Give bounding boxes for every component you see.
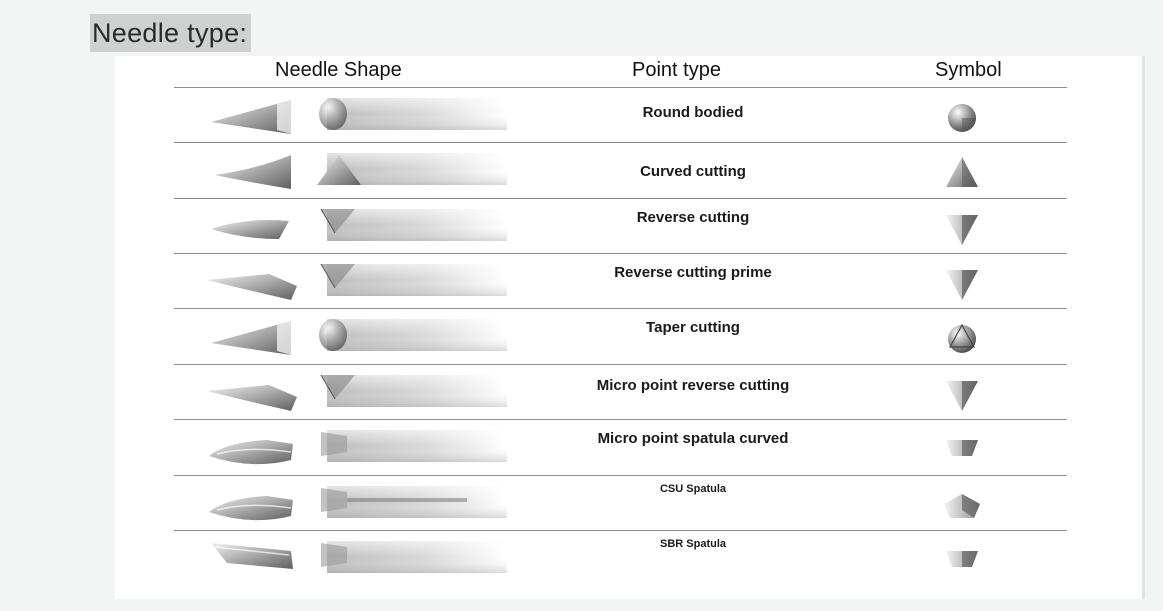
table-row [115,365,1142,421]
needle-type-figure [115,56,1145,599]
column-header-symbol: Symbol [935,59,1002,81]
needle-body-view-icon [317,369,507,413]
point-type-label: CSU Spatula [659,483,726,495]
column-header-point-type: Point type [632,59,721,81]
point-type-label: Round bodied [642,104,744,121]
needle-body-view-icon [317,535,507,579]
point-symbol-icon [941,319,983,359]
point-symbol-icon [941,264,983,304]
row-divider [174,198,1067,199]
point-type-label: Micro point spatula curved [597,430,789,447]
point-symbol-icon [941,153,983,193]
needle-side-view-icon [207,94,303,140]
point-symbol-icon [941,486,983,526]
needle-body-view-icon [317,313,507,357]
point-type-label: Reverse cutting [636,209,750,226]
needle-side-view-icon [207,426,303,472]
point-symbol-icon [941,98,983,138]
table-row [115,476,1142,532]
row-divider [174,364,1067,365]
point-type-label: Curved cutting [640,163,746,180]
point-type-label: Micro point reverse cutting [596,377,790,394]
table-row [115,143,1142,199]
needle-body-view-icon [317,424,507,468]
needle-body-view-icon [317,92,507,136]
row-divider [174,87,1067,88]
needle-body-view-icon [317,203,507,247]
row-divider [174,308,1067,309]
table-row [115,254,1142,310]
row-divider [174,253,1067,254]
point-type-label: SBR Spatula [659,538,726,550]
table-row [115,420,1142,476]
point-symbol-icon [941,209,983,249]
needle-body-view-icon [317,258,507,302]
needle-side-view-icon [207,315,303,361]
needle-side-view-icon [207,482,303,528]
row-divider [174,475,1067,476]
needle-side-view-icon [207,205,303,251]
table-row [115,199,1142,255]
needle-side-view-icon [207,371,303,417]
needle-side-view-icon [207,260,303,306]
needle-side-view-icon [207,537,303,583]
table-row [115,309,1142,365]
needle-body-view-icon [317,147,507,191]
table-row [115,88,1142,144]
point-symbol-icon [941,430,983,470]
row-divider [174,142,1067,143]
point-type-label: Reverse cutting prime [614,264,772,281]
point-symbol-icon [941,541,983,581]
column-header-needle-shape: Needle Shape [275,59,402,81]
table-row [115,531,1142,587]
page-heading: Needle type: [90,14,251,52]
point-symbol-icon [941,375,983,415]
row-divider [174,530,1067,531]
row-divider [174,419,1067,420]
needle-side-view-icon [207,149,303,195]
needle-body-view-icon [317,480,507,524]
point-type-label: Taper cutting [646,319,740,336]
